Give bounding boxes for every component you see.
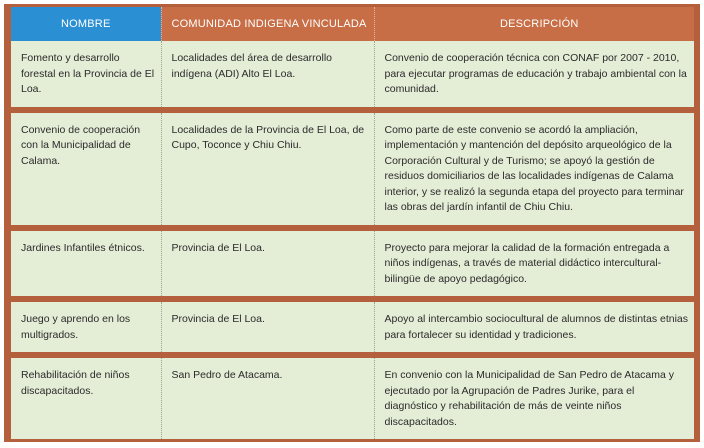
table-frame <box>4 4 700 442</box>
header-descripcion: DESCRIPCIÓN <box>374 7 694 41</box>
cell-nombre: Juego y aprendo en los multigrados. <box>11 299 161 355</box>
cell-descripcion: En convenio con la Municipalidad de San Pedro de Atacama y ejecutado por la Agrupación de Padres Jurike, para el diagnóstico y rehabilitación de más de veinte niños discapacitados. <box>374 355 694 439</box>
cell-comunidad: San Pedro de Atacama. <box>161 355 374 439</box>
cell-comunidad: Localidades de la Provincia de El Loa, de Cupo, Toconce y Chiu Chiu. <box>161 110 374 228</box>
cell-comunidad: Provincia de El Loa. <box>161 299 374 355</box>
cell-comunidad: Provincia de El Loa. <box>161 228 374 300</box>
cell-comunidad: Localidades del área de desarrollo indígena (ADI) Alto El Loa. <box>161 41 374 110</box>
table-row <box>11 228 694 300</box>
table-row <box>11 41 694 110</box>
cell-nombre: Fomento y desarrollo forestal en la Provincia de El Loa. <box>11 41 161 110</box>
community-programs-table <box>11 7 694 439</box>
cell-descripcion: Como parte de este convenio se acordó la ampliación, implementación y mantención del depósito arqueológico de la Corporación Cultural y de Turismo; se apoyó la gestión de residuos domiciliarios de las localidades indígenas de Calama interior, y se realizó la segunda etapa del proyecto para terminar las obras del jardín infantil de Chiu Chiu. <box>374 110 694 228</box>
cell-descripcion: Convenio de cooperación técnica con CONAF por 2007 - 2010, para ejecutar programas de educación y trabajo ambiental con la comunidad. <box>374 41 694 110</box>
table-row <box>11 355 694 439</box>
cell-nombre: Jardines Infantiles étnicos. <box>11 228 161 300</box>
cell-nombre: Convenio de cooperación con la Municipalidad de Calama. <box>11 110 161 228</box>
table-row <box>11 110 694 228</box>
header-nombre: NOMBRE <box>11 7 161 41</box>
table-row <box>11 299 694 355</box>
cell-descripcion: Proyecto para mejorar la calidad de la formación entregada a niños indígenas, a través de material didáctico intercultural-bilingüe de apoyo pedagógico. <box>374 228 694 300</box>
table-header-row <box>11 7 694 41</box>
cell-descripcion: Apoyo al intercambio sociocultural de alumnos de distintas etnias para fortalecer su identidad y tradiciones. <box>374 299 694 355</box>
cell-nombre: Rehabilitación de niños discapacitados. <box>11 355 161 439</box>
header-comunidad: COMUNIDAD INDIGENA VINCULADA <box>161 7 374 41</box>
